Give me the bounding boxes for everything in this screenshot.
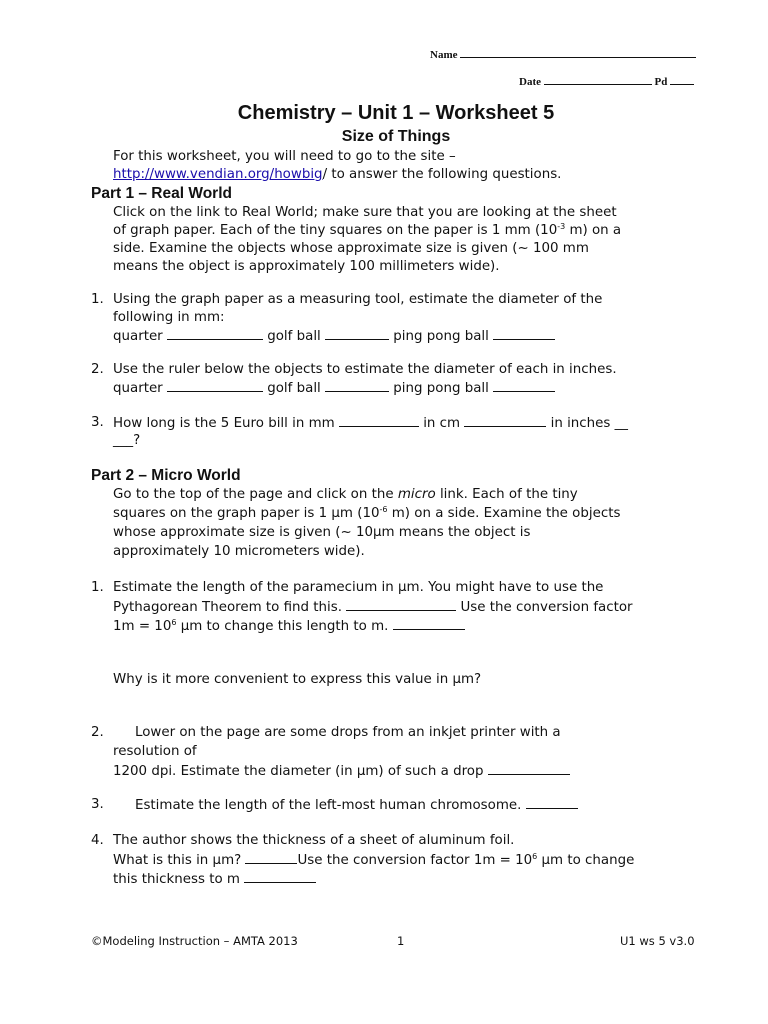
- euro-mm-label: How long is the 5 Euro bill in mm: [113, 416, 335, 431]
- p1-q1-answers: [113, 327, 555, 346]
- part2-desc-1b: link. Each of the tiny: [439, 487, 578, 502]
- p2-q2-line-2: resolution of: [113, 744, 197, 759]
- part1-desc-2b: m) on a: [565, 223, 622, 238]
- p2-q1-line-3a: 1m = 10: [113, 619, 172, 634]
- howbig-link[interactable]: http://www.vendian.org/howbig: [113, 167, 323, 182]
- date-blank[interactable]: [544, 72, 652, 85]
- chromosome-blank[interactable]: [526, 796, 578, 809]
- p2-q3-line-1: [135, 796, 578, 815]
- intro-line-1: For this worksheet, you will need to go to the site –: [113, 149, 456, 164]
- p2-q3-number: 3.: [91, 797, 104, 812]
- name-field: [430, 45, 696, 61]
- footer-version: U1 ws 5 v3.0: [620, 934, 695, 948]
- part2-desc-2b: m) on a side. Examine the objects: [387, 506, 621, 521]
- p2-q3-text: Estimate the length of the left-most human chromosome.: [135, 798, 522, 813]
- p1-q2-pingpong-blank[interactable]: [493, 379, 555, 392]
- part2-desc-2a: squares on the graph paper is 1 μm (10: [113, 506, 380, 521]
- part2-desc-1: [113, 486, 578, 504]
- part1-desc-1: Click on the link to Real World; make sure that you are looking at the sheet: [113, 205, 617, 220]
- p1-q2-line-1: Use the ruler below the objects to estimate the diameter of each in inches.: [113, 362, 617, 377]
- p2-q1-line-3b: μm to change this length to m.: [176, 619, 389, 634]
- footer-copyright: ©Modeling Instruction – AMTA 2013: [91, 934, 298, 948]
- p2-q4-line-2c: μm to change: [537, 853, 635, 868]
- intro-rest: / to answer the following questions.: [322, 167, 562, 182]
- p1-q3-number: 3.: [91, 415, 104, 430]
- date-label: Date: [519, 76, 541, 88]
- part2-desc-4: approximately 10 micrometers wide).: [113, 544, 365, 559]
- name-blank[interactable]: [460, 45, 696, 58]
- p1-q2-answers: [113, 379, 555, 398]
- p2-q2-line-1: Lower on the page are some drops from an inkjet printer with a: [135, 725, 561, 740]
- part2-desc-1a: Go to the top of the page and click on the: [113, 487, 394, 502]
- p2-q2-line-3: [113, 762, 570, 781]
- micro-word: micro: [397, 487, 436, 502]
- p1-q1-quarter-blank[interactable]: [167, 327, 263, 340]
- euro-inches-label: in inches __: [550, 416, 628, 431]
- part1-desc-2: [113, 222, 621, 240]
- page-title: Chemistry – Unit 1 – Worksheet 5: [237, 102, 555, 124]
- p2-q1-why: Why is it more convenient to express this value in μm?: [113, 672, 482, 687]
- quarter-label: quarter: [113, 381, 163, 396]
- golf-ball-label: golf ball: [267, 381, 321, 396]
- p1-q1-golf-blank[interactable]: [325, 327, 389, 340]
- date-period-field: [519, 72, 694, 88]
- part1-desc-sup: -3: [557, 222, 566, 231]
- p2-q4-line-3-text: this thickness to m: [113, 872, 240, 887]
- euro-mm-blank[interactable]: [339, 414, 419, 427]
- page-subtitle: Size of Things: [341, 128, 451, 145]
- p1-q1-pingpong-blank[interactable]: [493, 327, 555, 340]
- euro-cm-blank[interactable]: [464, 414, 546, 427]
- golf-ball-label: golf ball: [267, 329, 321, 344]
- inkjet-drop-blank[interactable]: [488, 762, 570, 775]
- part2-heading: Part 2 – Micro World: [91, 467, 241, 484]
- pythagorean-text: Pythagorean Theorem to find this.: [113, 600, 342, 615]
- p1-q3-line-1: [113, 414, 628, 433]
- period-label: Pd: [654, 76, 668, 88]
- ping-pong-label: ping pong ball: [393, 329, 489, 344]
- intro-line-2: [113, 166, 561, 184]
- p2-q4-number: 4.: [91, 833, 104, 848]
- p2-q1-line-1: Estimate the length of the paramecium in μm. You might have to use the: [113, 580, 604, 595]
- part1-desc-4: means the object is approximately 100 millimeters wide).: [113, 259, 500, 274]
- p1-q3-line-2: ___?: [113, 433, 141, 448]
- name-label: Name: [430, 49, 458, 61]
- p1-q2-number: 2.: [91, 362, 104, 377]
- p2-q4-sup: 6: [532, 852, 538, 861]
- p2-q4-line-2: [113, 851, 634, 870]
- p2-q4-line-2a: What is this in μm?: [113, 853, 242, 868]
- p2-q4-line-3: [113, 870, 316, 889]
- quarter-label: quarter: [113, 329, 163, 344]
- p1-q1-line-1: Using the graph paper as a measuring tool, estimate the diameter of the: [113, 292, 603, 307]
- foil-um-blank[interactable]: [245, 851, 297, 864]
- ping-pong-label: ping pong ball: [393, 381, 489, 396]
- p2-q1-line-2: [113, 598, 633, 617]
- p1-q1-line-2: following in mm:: [113, 310, 225, 325]
- p2-q1-line-3: [113, 617, 465, 636]
- paramecium-m-blank[interactable]: [393, 617, 465, 630]
- part2-desc-sup: -6: [379, 505, 388, 514]
- p2-q2-line-3-text: 1200 dpi. Estimate the diameter (in μm) of such a drop: [113, 764, 484, 779]
- p1-q2-quarter-blank[interactable]: [167, 379, 263, 392]
- p2-q2-number: 2.: [91, 725, 104, 740]
- part1-desc-3: side. Examine the objects whose approximate size is given (~ 100 mm: [113, 241, 589, 256]
- part2-desc-2: [113, 505, 620, 523]
- p2-q1-sup: 6: [171, 618, 177, 627]
- p2-q4-line-1: The author shows the thickness of a sheet of aluminum foil.: [113, 833, 515, 848]
- p2-q1-number: 1.: [91, 580, 104, 595]
- p2-q4-line-2b: Use the conversion factor 1m = 10: [297, 853, 533, 868]
- part1-desc-2a: of graph paper. Each of the tiny squares on the paper is 1 mm (10: [113, 223, 558, 238]
- part2-desc-3: whose approximate size is given (~ 10μm means the object is: [113, 525, 531, 540]
- p1-q1-number: 1.: [91, 292, 104, 307]
- p1-q2-golf-blank[interactable]: [325, 379, 389, 392]
- euro-cm-label: in cm: [423, 416, 461, 431]
- period-blank[interactable]: [670, 72, 694, 85]
- foil-m-blank[interactable]: [244, 870, 316, 883]
- paramecium-um-blank[interactable]: [346, 598, 456, 611]
- footer-page-number: 1: [397, 934, 405, 948]
- part1-heading: Part 1 – Real World: [91, 185, 232, 202]
- conversion-text: Use the conversion factor: [460, 600, 633, 615]
